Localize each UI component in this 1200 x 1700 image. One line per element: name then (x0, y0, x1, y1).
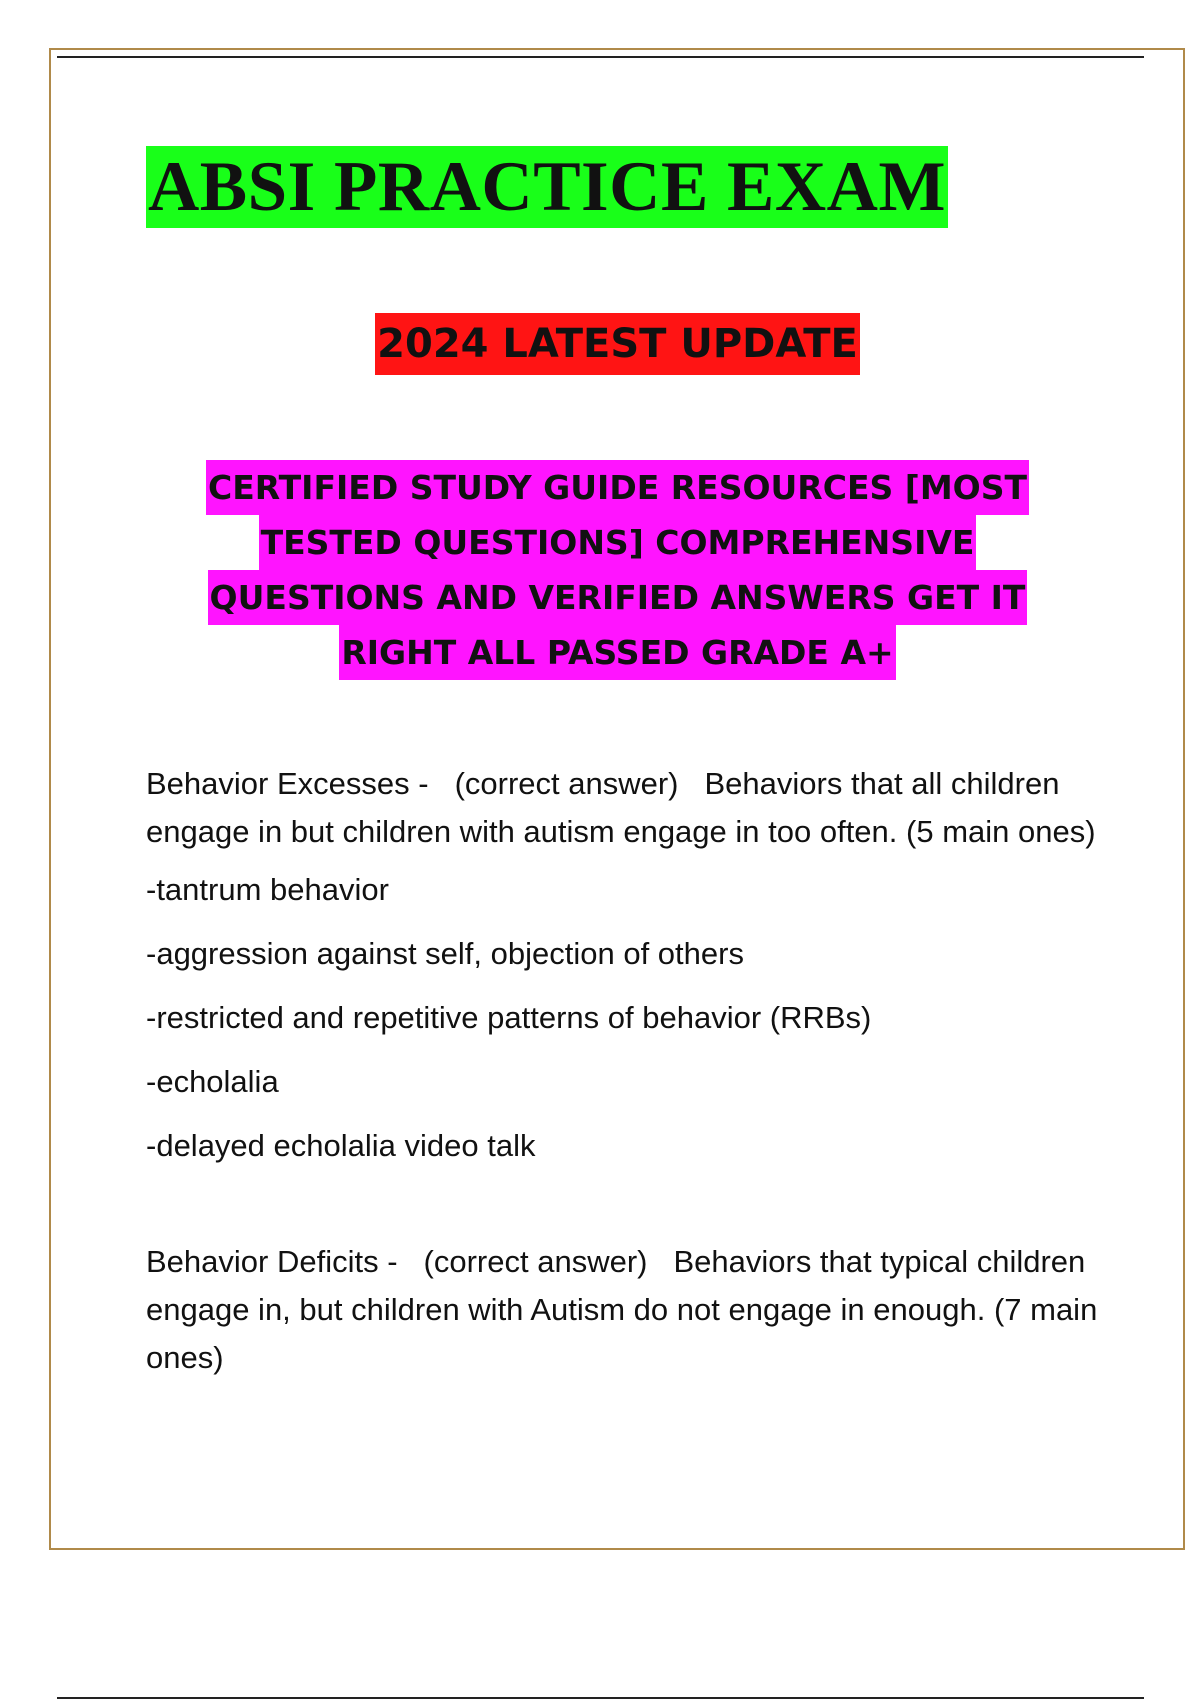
entry-term: Behavior Deficits - (146, 1244, 398, 1279)
question-content (146, 760, 1106, 1382)
answer-marker: (correct answer) (454, 766, 679, 801)
question-entry (146, 760, 1106, 1168)
subtitle-line: RIGHT ALL PASSED GRADE A+ (339, 625, 895, 680)
subtitle-line: QUESTIONS AND VERIFIED ANSWERS GET IT (208, 570, 1028, 625)
top-rule (57, 56, 1144, 58)
list-item: -tantrum behavior (146, 872, 389, 907)
entry-definition (146, 1238, 1106, 1382)
answer-marker: (correct answer) (423, 1244, 648, 1279)
behavior-list (146, 868, 1106, 1168)
bottom-rule (57, 1697, 1144, 1699)
list-item: -aggression against self, objection of others (146, 936, 744, 971)
list-item: -echolalia (146, 1064, 279, 1099)
update-badge: 2024 LATEST UPDATE (375, 313, 860, 375)
entry-definition (146, 760, 1106, 856)
list-item: -restricted and repetitive patterns of behavior (RRBs) (146, 1000, 872, 1035)
definition-text: Behaviors that typical children engage in, but children with Autism do not engage in enough. (7 main ones) (146, 1244, 1098, 1375)
title-block (146, 146, 948, 228)
document-title: ABSI PRACTICE EXAM (148, 148, 946, 226)
subtitle-line: CERTIFIED STUDY GUIDE RESOURCES [MOST (206, 460, 1029, 515)
subtitle-block (150, 460, 1085, 680)
subtitle-line: TESTED QUESTIONS] COMPREHENSIVE (259, 515, 977, 570)
entry-term: Behavior Excesses - (146, 766, 429, 801)
update-block (0, 313, 1200, 375)
list-item: -delayed echolalia video talk (146, 1128, 536, 1163)
question-entry (146, 1238, 1106, 1382)
definition-text: Behaviors that all children engage in but children with autism engage in too often. (5 main ones) (146, 766, 1096, 849)
